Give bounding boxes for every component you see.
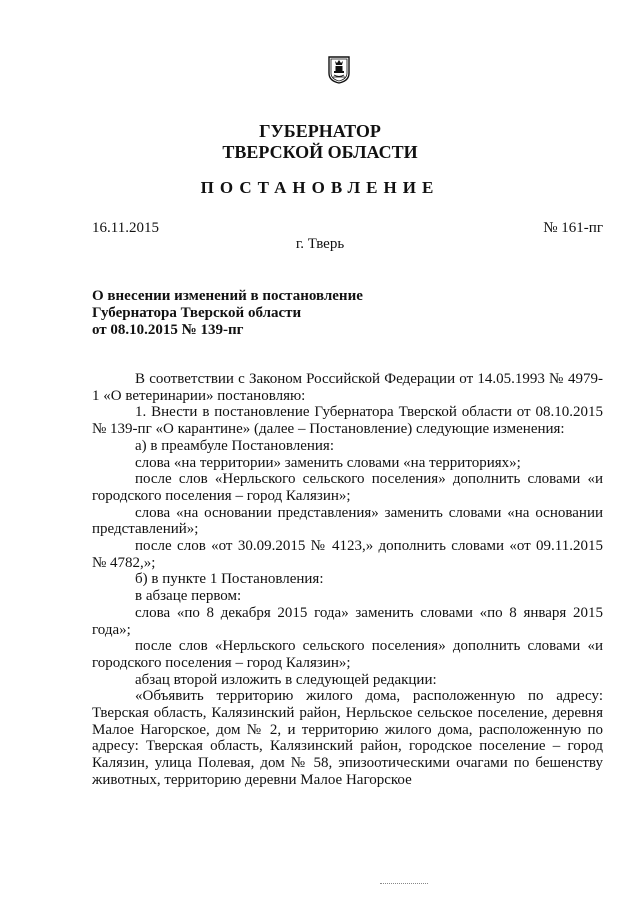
body-paragraph: «Объявить территорию жилого дома, расположенную по адресу: Тверская область, Калязинский район, Нерльское сельское поселение, деревня Малое Нагорское, дом № 2, и территорию жилого дома, расположенную по адресу: Тверская область, Калязинский район, городское поселение – город Калязин, улица Полевая, дом № 58, эпизоотическими очагами по бешенству животных, территорию деревни Малое Нагорское <box>92 688 603 788</box>
document-subject <box>92 288 363 339</box>
scan-artifact <box>380 883 428 885</box>
body-paragraph: 1. Внести в постановление Губернатора Тверской области от 08.10.2015 № 139-пг «О карантине» (далее – Постановление) следующие изменения: <box>92 404 603 438</box>
subject-line: от 08.10.2015 № 139-пг <box>92 322 244 338</box>
body-paragraph: после слов «Нерльского сельского поселения» дополнить словами «и городского поселения – город Калязин»; <box>92 471 603 504</box>
authority-title-line1: ГУБЕРНАТОР <box>259 121 381 141</box>
subject-line: О внесении изменений в постановление <box>92 288 363 304</box>
body-paragraph: а) в преамбуле Постановления: <box>135 437 334 454</box>
body-paragraph: слова «по 8 декабря 2015 года» заменить словами «по 8 января 2015 года»; <box>92 604 603 638</box>
document-body <box>92 371 603 789</box>
document-city: г. Тверь <box>295 236 345 252</box>
coat-of-arms-icon <box>328 56 350 84</box>
document-type-heading: ПОСТАНОВЛЕНИЕ <box>200 178 440 197</box>
body-paragraph: слова «на территории» заменить словами «на территориях»; <box>135 454 521 471</box>
authority-title-line2: ТВЕРСКОЙ ОБЛАСТИ <box>222 142 418 162</box>
body-paragraph: после слов «Нерльского сельского поселения» дополнить словами «и городского поселения – город Калязин»; <box>92 638 603 671</box>
body-paragraph: абзац второй изложить в следующей редакции: <box>135 671 437 688</box>
subject-line: Губернатора Тверской области <box>92 305 302 321</box>
body-paragraph: после слов «от 30.09.2015 № 4123,» дополнить словами «от 09.11.2015 № 4782,»; <box>92 538 603 571</box>
body-paragraph: В соответствии с Законом Российской Федерации от 14.05.1993 № 4979-1 «О ветеринарии» постановляю: <box>92 371 603 404</box>
body-paragraph: слова «на основании представления» заменить словами «на основании представлений»; <box>92 504 603 538</box>
document-date: 16.11.2015 <box>92 220 159 236</box>
document-number: № 161-пг <box>543 220 603 236</box>
body-paragraph: в абзаце первом: <box>135 588 242 605</box>
body-paragraph: б) в пункте 1 Постановления: <box>135 571 324 588</box>
